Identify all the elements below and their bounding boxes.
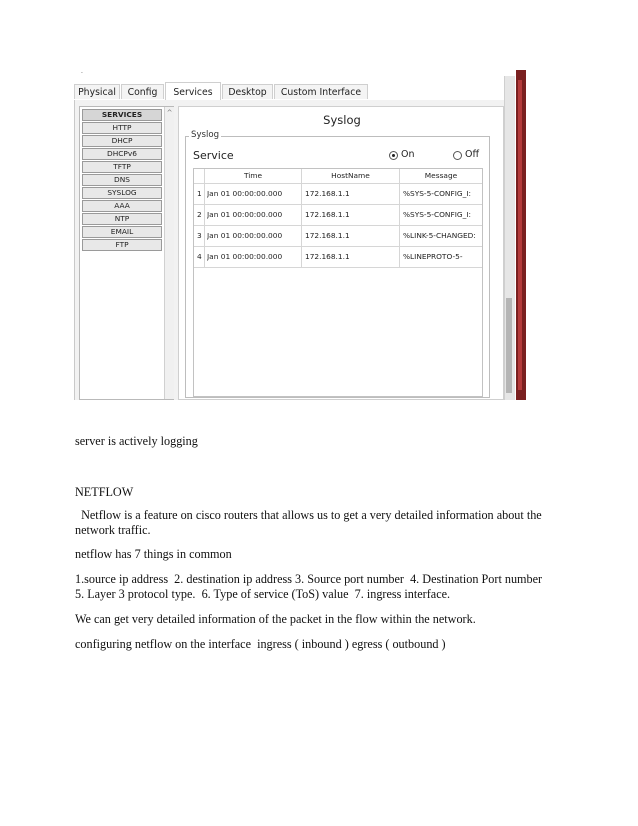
radio-selected-dot — [392, 154, 395, 157]
tab-services[interactable]: Services — [165, 82, 221, 101]
row-index: 2 — [197, 210, 202, 219]
table-header — [194, 169, 482, 184]
tab-config[interactable]: Config — [121, 84, 164, 99]
sidebar-scrollbar[interactable] — [164, 107, 174, 399]
group-legend: Syslog — [191, 130, 220, 140]
syslog-table — [193, 168, 483, 397]
section-heading: NETFLOW — [75, 485, 134, 499]
table-row[interactable] — [194, 226, 482, 247]
scrollbar-thumb[interactable] — [506, 298, 512, 393]
row-host: 172.168.1.1 — [305, 231, 350, 240]
service-http[interactable]: HTTP — [82, 122, 162, 134]
service-ftp[interactable]: FTP — [82, 239, 162, 251]
radio-on[interactable] — [389, 151, 398, 160]
paragraph-line: network traffic. — [75, 523, 151, 537]
radio-off[interactable] — [453, 151, 462, 160]
radio-on-label[interactable]: On — [401, 149, 415, 160]
list-line: 5. Layer 3 protocol type. 6. Type of service (ToS) value 7. ingress interface. — [75, 587, 451, 601]
service-aaa[interactable]: AAA — [82, 200, 162, 212]
row-message: %LINK-5-CHANGED: — [403, 231, 476, 240]
table-row[interactable] — [194, 184, 482, 205]
tab-desktop[interactable]: Desktop — [222, 84, 273, 99]
window-edge-highlight — [518, 80, 522, 390]
service-ntp[interactable]: NTP — [82, 213, 162, 225]
row-time: Jan 01 00:00:00.000 — [207, 210, 283, 219]
row-time: Jan 01 00:00:00.000 — [207, 252, 283, 261]
row-index: 1 — [197, 189, 202, 198]
tab-custom-interface[interactable]: Custom Interface — [274, 84, 368, 99]
services-sidebar — [79, 106, 174, 400]
row-host: 172.168.1.1 — [305, 189, 350, 198]
window-scrollbar[interactable] — [504, 70, 526, 400]
header-hostname: HostName — [331, 171, 370, 180]
service-dns[interactable]: DNS — [82, 174, 162, 186]
row-time: Jan 01 00:00:00.000 — [207, 231, 283, 240]
services-header: SERVICES — [82, 109, 162, 121]
column-divider — [301, 169, 302, 268]
service-email[interactable]: EMAIL — [82, 226, 162, 238]
caption-text: server is actively logging — [75, 434, 198, 448]
row-host: 172.168.1.1 — [305, 210, 350, 219]
service-label: Service — [193, 149, 234, 162]
scroll-up-icon[interactable]: ^ — [166, 109, 173, 117]
header-message: Message — [424, 171, 458, 180]
column-divider — [204, 169, 205, 268]
service-dhcpv6[interactable]: DHCPv6 — [82, 148, 162, 160]
syslog-screenshot: · Physical Config Services Desktop Custom Interface SERVICES HTTP DHCP DHCPv6 TFTP DNS SYSLOG AAA NTP EMAIL FTP ^ Syslog Syslog Service On Off Time HostName Message 1 Jan 01 00:00:00.000 172.168.1.1 %SYS-5-CONFIG_I: 2 Jan 01 00:00:00.000 172.168.1.1 %SYS-5-CONFIG_I: 3 Jan 01 00:00:00.000 172.168.1.1 %LINK-5-CHANGED: 4 Jan 01 00:00:00.000 172.168.1.1 %LINEPROTO-5- — [74, 70, 526, 400]
row-message: %SYS-5-CONFIG_I: — [403, 210, 471, 219]
column-divider — [399, 169, 400, 268]
header-time: Time — [243, 171, 263, 180]
table-row[interactable] — [194, 205, 482, 226]
syslog-content — [178, 106, 504, 400]
services-list — [82, 109, 162, 252]
paragraph: configuring netflow on the interface ingress ( inbound ) egress ( outbound ) — [75, 637, 446, 651]
paragraph-line: Netflow is a feature on cisco routers that allows us to get a very detailed information about the — [75, 508, 542, 522]
page-title: Syslog — [323, 113, 361, 127]
table-row[interactable] — [194, 247, 482, 268]
list-line: 1.source ip address 2. destination ip address 3. Source port number 4. Destination Port number — [75, 572, 543, 586]
row-message: %LINEPROTO-5- — [403, 252, 463, 261]
row-index: 3 — [197, 231, 202, 240]
row-message: %SYS-5-CONFIG_I: — [403, 189, 471, 198]
service-tftp[interactable]: TFTP — [82, 161, 162, 173]
row-time: Jan 01 00:00:00.000 — [207, 189, 283, 198]
paragraph: We can get very detailed information of the packet in the flow within the network. — [75, 612, 476, 626]
tab-physical[interactable]: Physical — [74, 84, 120, 99]
radio-off-label[interactable]: Off — [465, 149, 480, 160]
service-dhcp[interactable]: DHCP — [82, 135, 162, 147]
tab-bar — [74, 82, 504, 101]
paragraph: netflow has 7 things in common — [75, 547, 232, 561]
service-syslog[interactable]: SYSLOG — [82, 187, 162, 199]
row-index: 4 — [197, 252, 202, 261]
row-host: 172.168.1.1 — [305, 252, 350, 261]
